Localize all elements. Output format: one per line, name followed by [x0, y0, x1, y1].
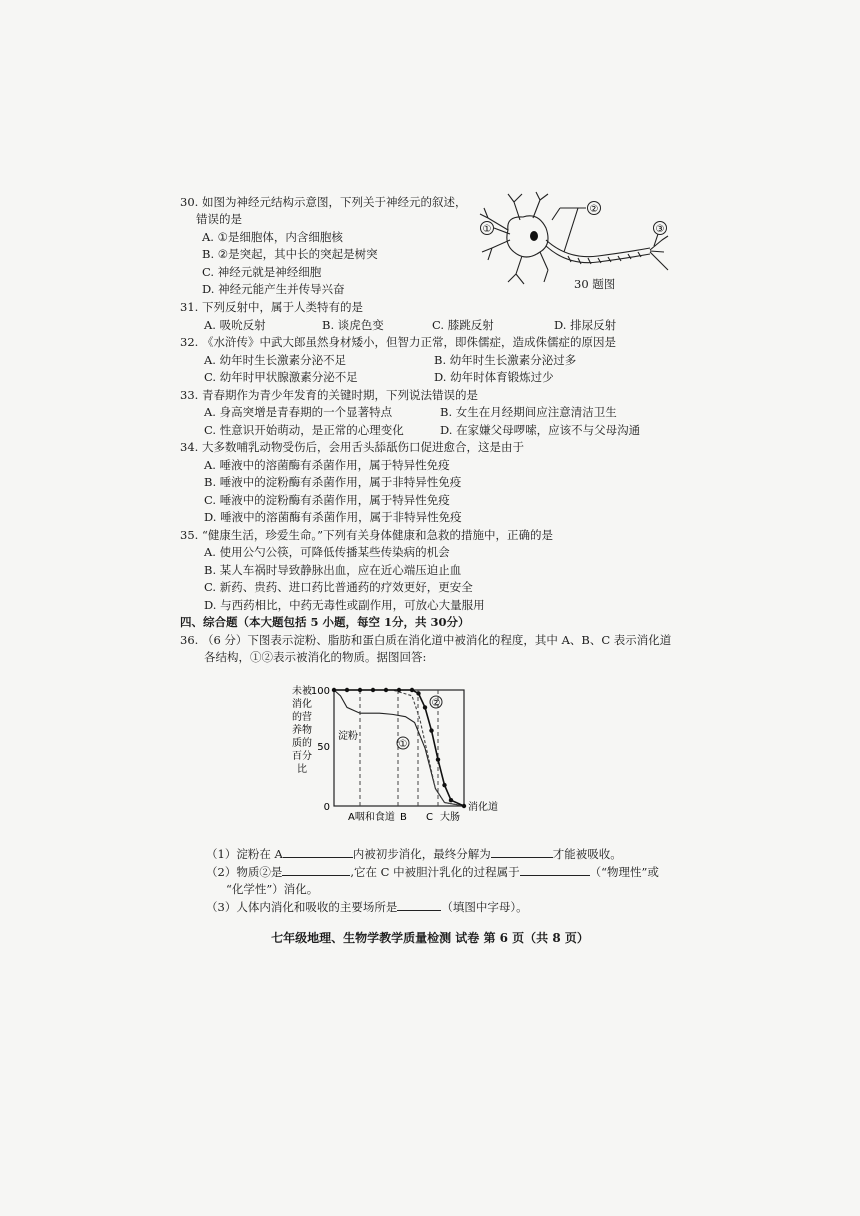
ylabel-line-4: 养物	[292, 725, 312, 736]
q36-sub3-b: （填图中字母）。	[441, 900, 528, 914]
ylabel-line-2: 消化	[292, 699, 312, 710]
xlabel-tract: 消化道	[468, 802, 498, 813]
q36-sub1-c: 才能被吸收。	[552, 847, 622, 861]
q32-option-b: B. 幼年时生长激素分泌过多	[434, 353, 577, 367]
q33-option-d: D. 在家嫌父母啰嗦，应该不与父母沟通	[440, 423, 641, 437]
q36-sub2-c: （“物理性”或	[589, 865, 659, 879]
q32-option-c: C. 幼年时甲状腺激素分泌不足	[204, 370, 358, 384]
q35-option-a: A. 使用公勺公筷，可降低传播某些传染病的机会	[204, 545, 450, 559]
q30-stem-1: 30. 如图为神经元结构示意图，下列关于神经元的叙述，	[180, 195, 467, 209]
q36-sub1-b: 内被初步消化，最终分解为	[352, 847, 491, 861]
chart-ylabel	[292, 684, 312, 775]
series-3-point	[371, 688, 375, 692]
q31-stem: 31. 下列反射中，属于人类特有的是	[180, 300, 363, 314]
q36-sub2-cont: “化学性”）消化。	[226, 882, 319, 896]
neuron-figure	[478, 190, 678, 290]
annotation-2: ②	[431, 698, 441, 709]
q32-stem: 32. 《水浒传》中武大郎虽然身材矮小，但智力正常，即侏儒症，造成侏儒症的原因是	[180, 335, 616, 349]
series-3-point	[358, 688, 362, 692]
series-3-point	[442, 783, 446, 787]
q36-sub1	[206, 846, 622, 863]
q30-option-c: C. 神经元就是神经细胞	[202, 265, 322, 279]
q35-option-c: C. 新药、贵药、进口药比普通药的疗效更好，更安全	[204, 580, 473, 594]
ylabel-line-5: 质的	[292, 738, 312, 749]
ylabel-line-3: 的营	[292, 712, 312, 723]
q36-stem-1: 36. （6 分）下图表示淀粉、脂肪和蛋白质在消化道中被消化的程度，其中 A、B、C 表示消化道	[180, 633, 672, 647]
q32-option-a: A. 幼年时生长激素分泌不足	[204, 353, 347, 367]
q30-option-b: B. ②是突起，其中长的突起是树突	[202, 247, 378, 261]
ylabel-line-6: 百分	[292, 751, 312, 762]
neuron-label-3: ③	[655, 224, 665, 235]
q36-sub3-a: （3）人体内消化和吸收的主要场所是	[206, 900, 398, 914]
neuron-label-1: ①	[482, 224, 492, 235]
q34-option-d: D. 唾液中的溶菌酶有杀菌作用，属于非特异性免疫	[204, 510, 462, 524]
q35-stem: 35. “健康生活，珍爱生命。”下列有关身体健康和急救的措施中，正确的是	[180, 528, 553, 542]
annotation-1: ①	[398, 739, 408, 750]
q30-stem-2: 错误的是	[196, 212, 242, 226]
series-3-point	[423, 705, 427, 709]
ytick-100: 100	[310, 686, 330, 697]
q36-sub2-b: ,它在 C 中被胆汁乳化的过程属于	[350, 865, 520, 879]
series-3-point	[416, 691, 420, 695]
q30-option-d: D. 神经元能产生并传导兴奋	[202, 282, 345, 296]
annotation-starch: 淀粉	[338, 731, 358, 742]
figure-30-caption: 30 题图	[574, 277, 616, 291]
q34-option-a: A. 唾液中的溶菌酶有杀菌作用，属于特异性免疫	[204, 458, 450, 472]
q34-option-b: B. 唾液中的淀粉酶有杀菌作用，属于非特异性免疫	[204, 475, 462, 489]
ytick-50: 50	[317, 742, 330, 753]
ytick-0: 0	[323, 802, 330, 813]
series-3-point	[436, 757, 440, 761]
series-3-point	[449, 798, 453, 802]
q33-option-c: C. 性意识开始萌动，是正常的心理变化	[204, 423, 404, 437]
q35-option-b: B. 某人车祸时导致静脉出血，应在近心端压迫止血	[204, 563, 462, 577]
q33-option-b: B. 女生在月经期间应注意清洁卫生	[440, 405, 617, 419]
q33-stem: 33. 青春期作为青少年发育的关键时期，下列说法错误的是	[180, 388, 478, 402]
q36-sub2	[206, 864, 659, 881]
q34-option-c: C. 唾液中的淀粉酶有杀菌作用，属于特异性免疫	[204, 493, 450, 507]
answer-blank-1[interactable]	[283, 846, 353, 858]
ylabel-line-7: 比	[297, 764, 307, 775]
answer-blank-3[interactable]	[282, 864, 350, 876]
xlabel-large-intestine: 大肠	[440, 812, 460, 823]
q33-option-a: A. 身高突增是青春期的一个显著特点	[204, 405, 393, 419]
q34-stem: 34. 大多数哺乳动物受伤后，会用舌头舔舐伤口促进愈合，这是由于	[180, 440, 524, 454]
series-3-point	[332, 688, 336, 692]
neuron-label-2: ②	[589, 204, 599, 215]
q32-option-d: D. 幼年时体育锻炼过少	[434, 370, 554, 384]
answer-blank-5[interactable]	[397, 899, 441, 911]
page-footer: 七年级地理、生物学教学质量检测 试卷 第 6 页（共 8 页）	[271, 931, 589, 945]
q35-option-d: D. 与西药相比，中药无毒性或副作用，可放心大量服用	[204, 598, 485, 612]
xlabel-c: C	[426, 812, 433, 823]
q30-option-a: A. ①是细胞体，内含细胞核	[202, 230, 343, 244]
series-3-point	[429, 728, 433, 732]
q36-stem-2: 各结构，①②表示被消化的物质。据图回答:	[204, 650, 427, 664]
series-3-point	[462, 804, 466, 808]
q36-sub1-a: （1）淀粉在 A	[206, 847, 283, 861]
nucleus-dot	[530, 231, 538, 241]
q31-option-b: B. 谈虎色变	[322, 318, 384, 332]
q31-option-a: A. 吸吮反射	[204, 318, 266, 332]
series-3-point	[397, 688, 401, 692]
q31-option-d: D. 排尿反射	[554, 318, 617, 332]
digestion-chart	[288, 680, 518, 826]
xlabel-b: B	[400, 812, 407, 823]
series-3-point	[345, 688, 349, 692]
series-3-point	[410, 688, 414, 692]
series-3-point	[384, 688, 388, 692]
answer-blank-4[interactable]	[520, 864, 590, 876]
q31-option-c: C. 膝跳反射	[432, 318, 494, 332]
section-4-heading: 四、综合题（本大题包括 5 小题，每空 1分，共 30分）	[180, 615, 470, 629]
answer-blank-2[interactable]	[491, 846, 553, 858]
ylabel-line-1: 未被	[292, 686, 312, 697]
q36-sub2-a: （2）物质②是	[206, 865, 283, 879]
xlabel-a: A咽和食道	[348, 812, 395, 823]
q36-sub3	[206, 899, 528, 916]
